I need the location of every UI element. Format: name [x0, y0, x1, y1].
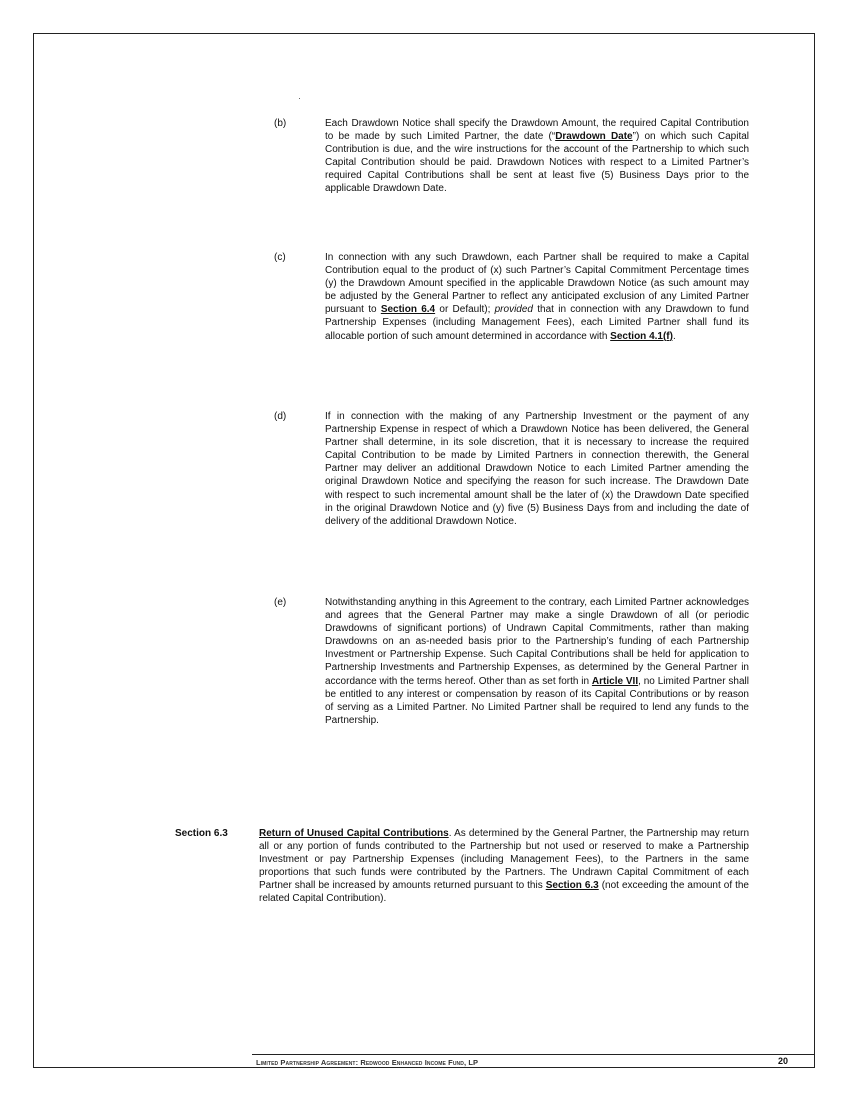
cross-ref-section-6-3[interactable]: Section 6.3 [545, 880, 599, 892]
clause-text: Notwithstanding anything in this Agreement to the contrary, each Limited Partner acknowledges and agrees that the General Partner may make a single Drawdown of all (or periodic Drawdowns of significant portions) of Undrawn Capital Commitments, rather than making Drawdowns on an as-needed basis prior to the Partnership’s funding of each Partnership Investment or Partnership Expense. Such Capital Contributions shall be held for application to Partnership Investments and Partnership Expenses, as determined by the General Partner in accordance with the terms hereof. Other than as set forth in Article VII, no Limited Partner shall be entitled to any interest or compensation by reason of its Capital Contributions or by reason of serving as a Limited Partner. No Limited Partner shall be required to lend any funds to the Partnership. [325, 597, 749, 726]
clause-letter: (b) [274, 118, 287, 129]
footer-document-title: Limited Partnership Agreement: Redwood Enhanced Income Fund, LP [256, 1058, 479, 1067]
footer-rule [252, 1054, 815, 1055]
clause-letter: (e) [274, 597, 287, 608]
stray-mark [299, 98, 300, 99]
italic-provided: provided [494, 304, 533, 316]
section-heading: Return of Unused Capital Contributions [259, 828, 449, 839]
clause-letter: (c) [274, 252, 286, 263]
clause-text: Each Drawdown Notice shall specify the Drawdown Amount, the required Capital Contribution to be made by such Limited Partner, the date (“Drawdown Date”) on which such Capital Contribution is due, and the wire instructions for the account of the Partnership to which such Capital Contribution should be paid. Drawdown Notices with respect to a Limited Partner’s required Capital Contributions shall be sent at least five (5) Business Days prior to the applicable Drawdown Date. [325, 118, 749, 195]
clause-b [274, 117, 749, 196]
clause-text: If in connection with the making of any Partnership Investment or the payment of any Partnership Expense in respect of which a Drawdown Notice has been delivered, the General Partner shall determine, in its sole discretion, that it is necessary to increase the required Capital Contribution to be made by Limited Partners in connection therewith, the General Partner may deliver an additional Drawdown Notice to each Limited Partner amending the original Drawdown Notice and specifying the reason for such increase. The Drawdown Date with respect to such incremental amount shall be the later of (x) the Drawdown Date specified in the original Drawdown Notice and (y) five (5) Business Days from and including the date of delivery of the additional Drawdown Notice. [325, 411, 749, 527]
cross-ref-article-vii[interactable]: Article VII [591, 675, 639, 687]
clause-d [274, 410, 749, 528]
section-number: Section 6.3 [175, 828, 228, 839]
clause-c [274, 251, 749, 343]
cross-ref-section-4-1f[interactable]: Section 4.1(f) [610, 330, 673, 342]
defined-term-drawdown-date: Drawdown Date [555, 131, 633, 143]
clause-letter: (d) [274, 411, 287, 422]
section-6-3 [175, 827, 749, 906]
clause-text: In connection with any such Drawdown, each Partner shall be required to make a Capital Contribution equal to the product of (x) such Partner’s Capital Commitment Percentage times (y) the Drawdown Amount specified in the applicable Drawdown Notice (as such amount may be adjusted by the General Partner to reflect any anticipated exclusion of any Limited Partner pursuant to Section 6.4 or Default); provided that in connection with any Drawdown to fund Partnership Expenses (including Management Fees), each Limited Partner shall fund its allocable portion of such amount determined in accordance with Section 4.1(f). [325, 252, 749, 342]
cross-ref-section-6-4[interactable]: Section 6.4 [380, 304, 436, 316]
section-text: Return of Unused Capital Contributions. As determined by the General Partner, the Partnership may return all or any portion of funds contributed to the Partnership but not used or reserved to make a Partnership Investment or pay Partnership Expenses (including Management Fees), to the Partners in the same proportions that such funds were contributed by the Partners. The Undrawn Capital Commitment of each Partner shall be increased by amounts returned pursuant to this Section 6.3 (not exceeding the amount of the related Capital Contribution). [259, 828, 749, 905]
clause-e [274, 596, 749, 727]
page-number: 20 [778, 1056, 789, 1066]
